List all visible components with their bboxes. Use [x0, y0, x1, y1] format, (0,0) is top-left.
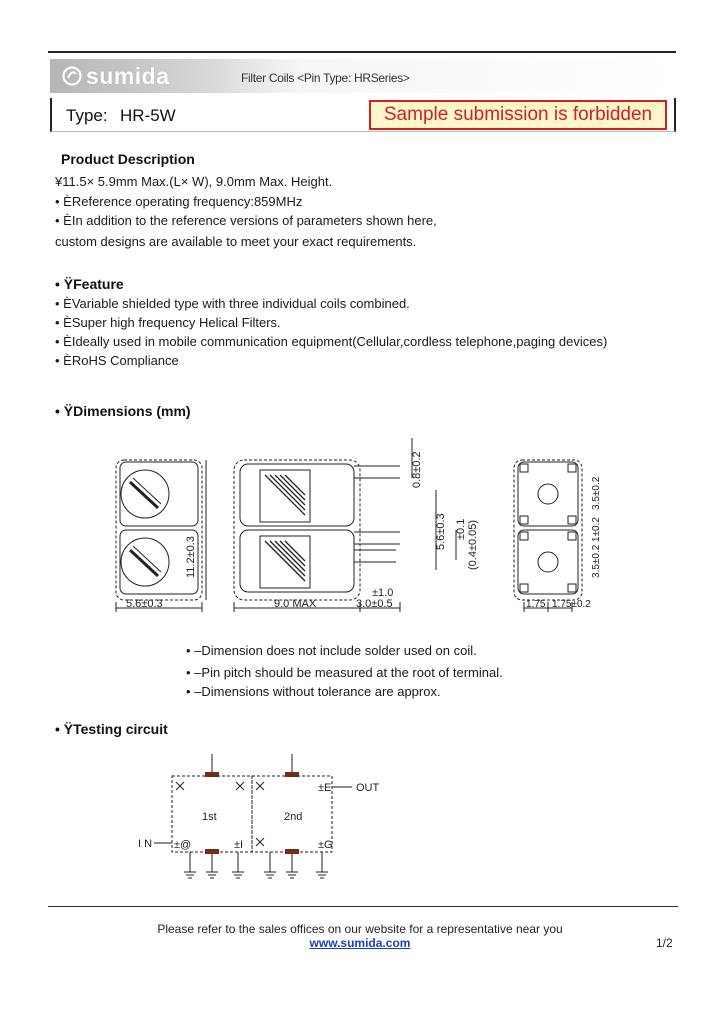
dim-right-a: 3.5±0.2	[591, 476, 602, 510]
feature-line: • ÈIdeally used in mobile communication equipment(Cellular,cordless telephone,paging devices)	[55, 334, 608, 349]
dim-side-width: 9.0 MAX	[274, 598, 317, 610]
footer-text: Please refer to the sales offices on our website for a representative near you	[157, 922, 563, 936]
product-line: • ÈIn addition to the reference versions of parameters shown here,	[55, 213, 437, 228]
feature-line: • ÈSuper high frequency Helical Filters.	[55, 315, 281, 330]
dim-pin-b: (0.4±0.05)	[467, 519, 479, 570]
dim-right-c: 1±0.2	[591, 517, 602, 542]
output-label: OUT	[356, 782, 380, 794]
stage-1-label: 1st	[202, 811, 217, 823]
brand-logo	[62, 62, 212, 90]
bottom-view	[514, 460, 582, 612]
top-view	[116, 460, 206, 612]
capacitor-icon	[285, 849, 299, 854]
footer-rule	[48, 906, 678, 907]
ground-icon	[316, 872, 328, 878]
ground-icon	[286, 872, 298, 878]
dim-pin-pitch-top: ±1.0	[372, 587, 394, 599]
dimension-note: • –Dimensions without tolerance are approx.	[186, 684, 441, 699]
product-line: custom designs are available to meet your exact requirements.	[55, 234, 417, 249]
capacitor-icon	[285, 772, 299, 777]
page-number: 1/2	[656, 936, 673, 950]
circuit-boxes	[154, 754, 352, 872]
dimension-note: • –Pin pitch should be measured at the root of terminal.	[186, 665, 503, 680]
pin-label: ±@	[174, 839, 192, 851]
dim-pin-a: ±0.1	[455, 518, 467, 540]
capacitor-icon	[205, 772, 219, 777]
capacitor-icon	[205, 849, 219, 854]
product-line: • ÈReference operating frequency:859MHz	[55, 194, 303, 209]
product-line: ¥11.5× 5.9mm Max.(L× W), 9.0mm Max. Height.	[55, 174, 333, 189]
ground-icons	[184, 872, 328, 878]
dim-bottom-b: 1.75±0.2	[552, 599, 591, 610]
sumida-logo-icon	[62, 66, 82, 86]
dim-side-height: 5.6±0.3	[435, 513, 447, 550]
type-label: Type:	[66, 106, 108, 125]
type-value: HR-5W	[120, 106, 176, 125]
dim-left-height: 11.2±0.3	[185, 536, 197, 578]
ground-icon	[232, 872, 244, 878]
feature-line: • ÈVariable shielded type with three individual coils combined.	[55, 296, 410, 311]
ground-icon	[264, 872, 276, 878]
product-description-title: Product Description	[61, 151, 195, 167]
input-label: I N	[138, 838, 153, 850]
dim-pin-top: 0.8±0.2	[411, 451, 423, 488]
dimensions-drawing	[100, 430, 620, 620]
feature-line: • ÈRoHS Compliance	[55, 353, 179, 368]
ground-icon	[184, 872, 196, 878]
header-title: Filter Coils <Pin Type: HRSeries>	[241, 71, 410, 85]
dim-right-b: 3.5±0.2	[591, 544, 602, 578]
dim-bottom-a: 1.75	[526, 599, 546, 610]
dimensions-title: • ŸDimensions (mm)	[55, 403, 191, 419]
pin-label: ±I	[234, 839, 244, 851]
dim-pin-length: 3.0±0.5	[356, 598, 393, 610]
dim-top-width: 5.6±0.3	[126, 598, 163, 610]
testing-circuit-title: • ŸTesting circuit	[55, 721, 168, 737]
brand-name: sumida	[86, 62, 170, 89]
pin-label: ±G	[318, 839, 333, 851]
pin-label: ±E	[318, 782, 332, 794]
stage-2-label: 2nd	[284, 811, 303, 823]
testing-circuit-diagram	[130, 750, 390, 880]
dimension-note: • –Dimension does not include solder used on coil.	[186, 643, 477, 658]
sample-forbidden-notice: Sample submission is forbidden	[369, 100, 667, 130]
feature-title: • ŸFeature	[55, 276, 124, 292]
pin-cross-marks	[176, 782, 264, 846]
header-top-rule	[48, 51, 676, 53]
ground-icon	[206, 872, 218, 878]
footer-website-link[interactable]: www.sumida.com	[309, 936, 411, 950]
